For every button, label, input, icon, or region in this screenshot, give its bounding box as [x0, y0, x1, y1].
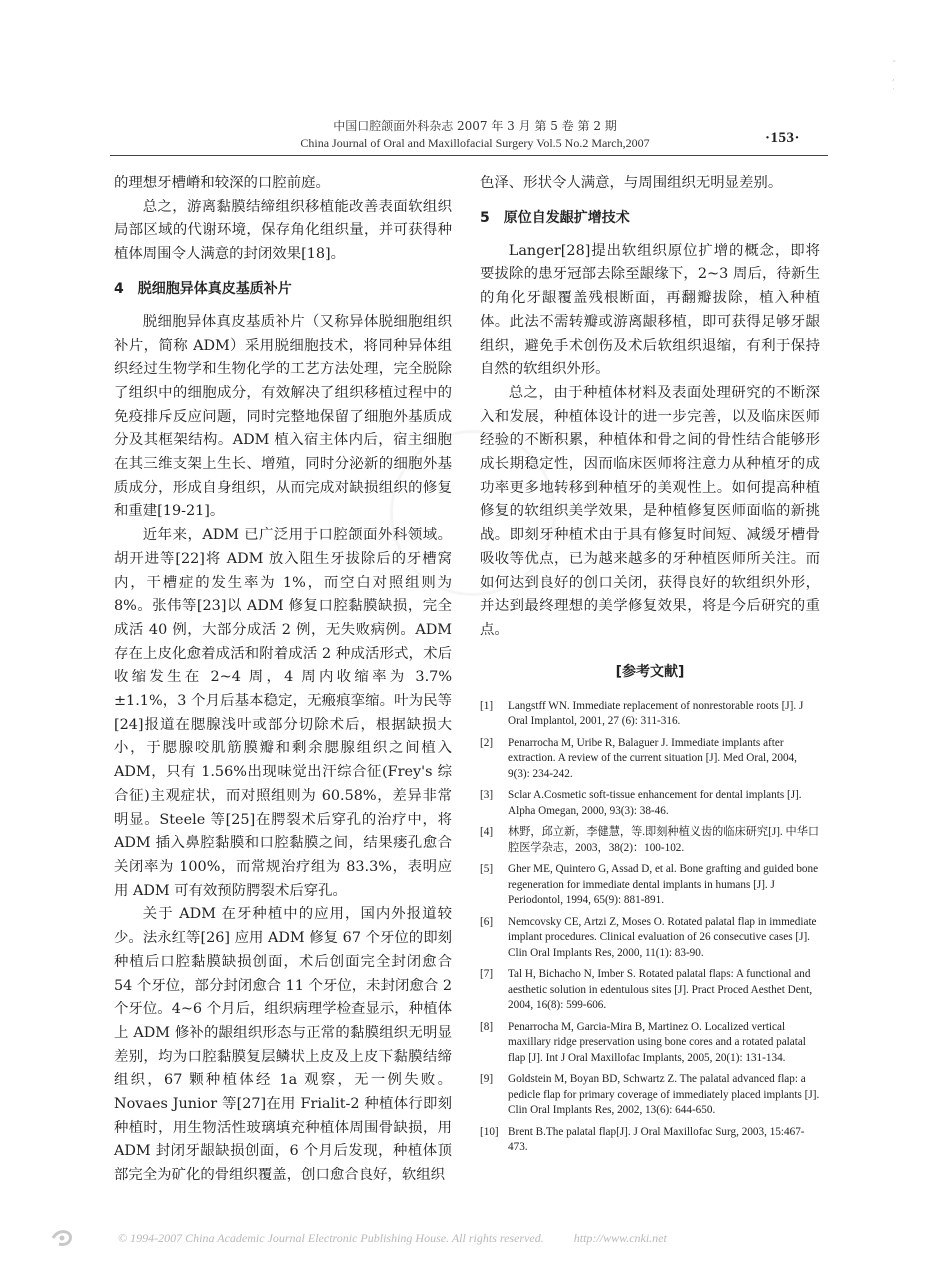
margin-marks: ˇ , ·	[892, 61, 897, 95]
paragraph: 关于 ADM 在牙种植中的应用，国内外报道较少。法永红等[26] 应用 ADM 修复 67 个牙位的即刻种植后口腔黏膜缺损创面，术后创面完全封闭愈合 54 个牙位，部分封闭愈合 11 个牙位，未封闭愈合 2 个牙位。4~6 个月后，组织病理学检查显示，种植体上 ADM 修补的龈组织形态与正常的黏膜组织无明显差别，均为口腔黏膜复层鳞状上皮及上皮下黏膜结缔组织，67 颗种植体经 1a 观察，无一例失败。Novaes Junior 等[27]在用 Frialit-2 种植体行即刻种植时，用生物活性玻璃填充种植体周围骨缺损，用 ADM 封闭牙龈缺损创面，6 个月后发现，种植体顶部完全为矿化的骨组织覆盖，创口愈合良好，软组织	[114, 906, 452, 1184]
paragraph: 色泽、形状令人满意，与周围组织无明显差别。	[480, 175, 783, 191]
copyright-footer	[50, 1226, 930, 1250]
reference-item: [9] Goldstein M, Boyan BD, Schwartz Z. The palatal advanced flap: a pedicle flap for primary coverage of immediately placed implants [J]. Clin Oral Implants Res, 2002, 13(6): 644-650.	[480, 1073, 820, 1117]
reference-item: [3] Sclar A.Cosmetic soft-tissue enhancement for dental implants [J]. Alpha Omegan, 2000, 93(3): 38-46.	[480, 789, 802, 817]
cnki-link[interactable]: http://www.cnki.net	[573, 1230, 667, 1245]
running-header	[0, 118, 950, 152]
page-number: ·153·	[765, 130, 801, 146]
reference-item: [4] 林野，邱立新，李健慧，等.即刻种植义齿的临床研究[J]. 中华口腔医学杂志，2003，38(2)：100-102.	[480, 826, 820, 854]
copyright-text: © 1994-2007 China Academic Journal Electronic Publishing House. All rights reserved.	[118, 1230, 544, 1245]
reference-item: [5] Gher ME, Quintero G, Assad D, et al. Bone grafting and guided bone regeneration for immediate dental implants in humans [J]. J Periodontol, 1994, 65(9): 881-891.	[480, 863, 819, 907]
reference-item: [8] Penarrocha M, Garcia-Mira B, Martinez O. Localized vertical maxillary ridge preservation using bone cores and a rotated palatal flap [J]. Int J Oral Maxillofac Implants, 2005, 20(1): 131-134.	[480, 1020, 806, 1064]
reference-item: [6] Nemcovsky CE, Artzi Z, Moses O. Rotated palatal flap in immediate implant procedures. Clinical evaluation of 26 consecutive cases [J]. Clin Oral Implants Res, 2000, 11(1): 83-90.	[480, 915, 817, 959]
references-title: [参考文献]	[615, 663, 685, 680]
reference-item: [7] Tal H, Bichacho N, Imber S. Rotated palatal flaps: A functional and aesthetic solution in edentulous sites [J]. Pract Proced Aesthet Dent, 2004, 16(8): 599-606.	[480, 968, 813, 1012]
header-en: China Journal of Oral and Maxillofacial Surgery Vol.5 No.2 March,2007	[300, 136, 650, 150]
right-column	[480, 172, 820, 1162]
left-column	[114, 172, 452, 1188]
section-heading-4: 4 脱细胞异体真皮基质补片	[114, 280, 292, 297]
reference-item: [1] Langstff WN. Immediate replacement of nonrestorable roots [J]. J Oral Implantol, 2001, 27 (6): 311-316.	[480, 699, 804, 728]
paragraph: 的理想牙槽嵴和较深的口腔前庭。	[114, 175, 330, 191]
paragraph: 总之，由于种植体材料及表面处理研究的不断深入和发展，种植体设计的进一步完善，以及临床医师经验的不断积累，种植体和骨之间的骨性结合能够形成长期稳定性，因而临床医师将注意力从种植牙的成功率更多地转移到种植牙的美观性上。如何提高种植修复的软组织美学效果，是种植修复医师面临的新挑战。即刻牙种植术由于具有修复时间短、减缓牙槽骨吸收等优点，已为越来越多的牙种植医师所关注。而如何达到良好的创口关闭，获得良好的软组织外形，并达到最终理想的美学修复效果，将是今后研究的重点。	[480, 384, 820, 638]
header-rule	[110, 155, 828, 156]
paragraph: 总之，游离黏膜结缔组织移植能改善表面软组织局部区域的代谢环境，保存角化组织量，并可获得种植体周围令人满意的封闭效果[18]。	[114, 198, 452, 263]
cnki-logo-icon	[50, 1228, 76, 1248]
reference-list	[480, 699, 820, 1156]
paragraph: 脱细胞异体真皮基质补片（又称异体脱细胞组织补片，简称 ADM）采用脱细胞技术，将同种异体组织经过生物学和生物化学的工艺方法处理，完全脱除了组织中的细胞成分，有效解决了组织移植过程中的免疫排斥反应问题，同时完整地保留了细胞外基质成分及其框架结构。ADM 植入宿主体内后，宿主细胞在其三维支架上生长、增殖，同时分泌新的细胞外基质成分，形成自身组织，从而完成对缺损组织的修复和重建[19-21]。	[114, 313, 452, 520]
paragraph: 近年来，ADM 已广泛用于口腔颌面外科领域。胡开进等[22]将 ADM 放入阻生牙拔除后的牙槽窝内，干槽症的发生率为 1%，而空白对照组则为 8%。张伟等[23]以 ADM 修复口腔黏膜缺损，完全成活 40 例，大部分成活 2 例，无失败病例。ADM 存在上皮化愈着成活和附着成活 2 种成活形式，术后收缩发生在 2~4 周，4 周内收缩率为 3.7%±1.1%，3 个月后基本稳定，无瘢痕挛缩。叶为民等[24]报道在腮腺浅叶或部分切除术后，根据缺损大小，于腮腺咬肌筋膜瓣和剩余腮腺组织之间植入 ADM，只有 1.56%出现味觉出汗综合征(Frey's 综合征)主观症状，而对照组则为 60.58%，差异非常明显。Steele 等[25]在腭裂术后穿孔的治疗中，将 ADM 插入鼻腔黏膜和口腔黏膜之间，结果瘘孔愈合关闭率为 100%，而常规治疗组为 83.3%，表明应用 ADM 可有效预防腭裂术后穿孔。	[114, 527, 452, 899]
section-heading-5: 5 原位自发龈扩增技术	[480, 209, 630, 226]
reference-item: [2] Penarrocha M, Uribe R, Balaguer J. Immediate implants after extraction. A review of the current situation [J]. Med Oral, 2004, 9(3): 234-242.	[480, 736, 797, 780]
reference-item: [10] Brent B.The palatal flap[J]. J Oral Maxillofac Surg, 2003, 15:467-473.	[480, 1125, 805, 1154]
paragraph: Langer[28]提出软组织原位扩增的概念，即将要拔除的患牙冠部去除至龈缘下，2~3 周后，待新生的角化牙龈覆盖残根断面，再翻瓣拔除，植入种植体。此法不需转瓣或游离龈移植，即可获得足够牙龈组织，避免手术创伤及术后软组织退缩，有利于保持自然的软组织外形。	[480, 242, 820, 378]
header-cn: 中国口腔颌面外科杂志 2007 年 3 月 第 5 卷 第 2 期	[333, 119, 617, 133]
